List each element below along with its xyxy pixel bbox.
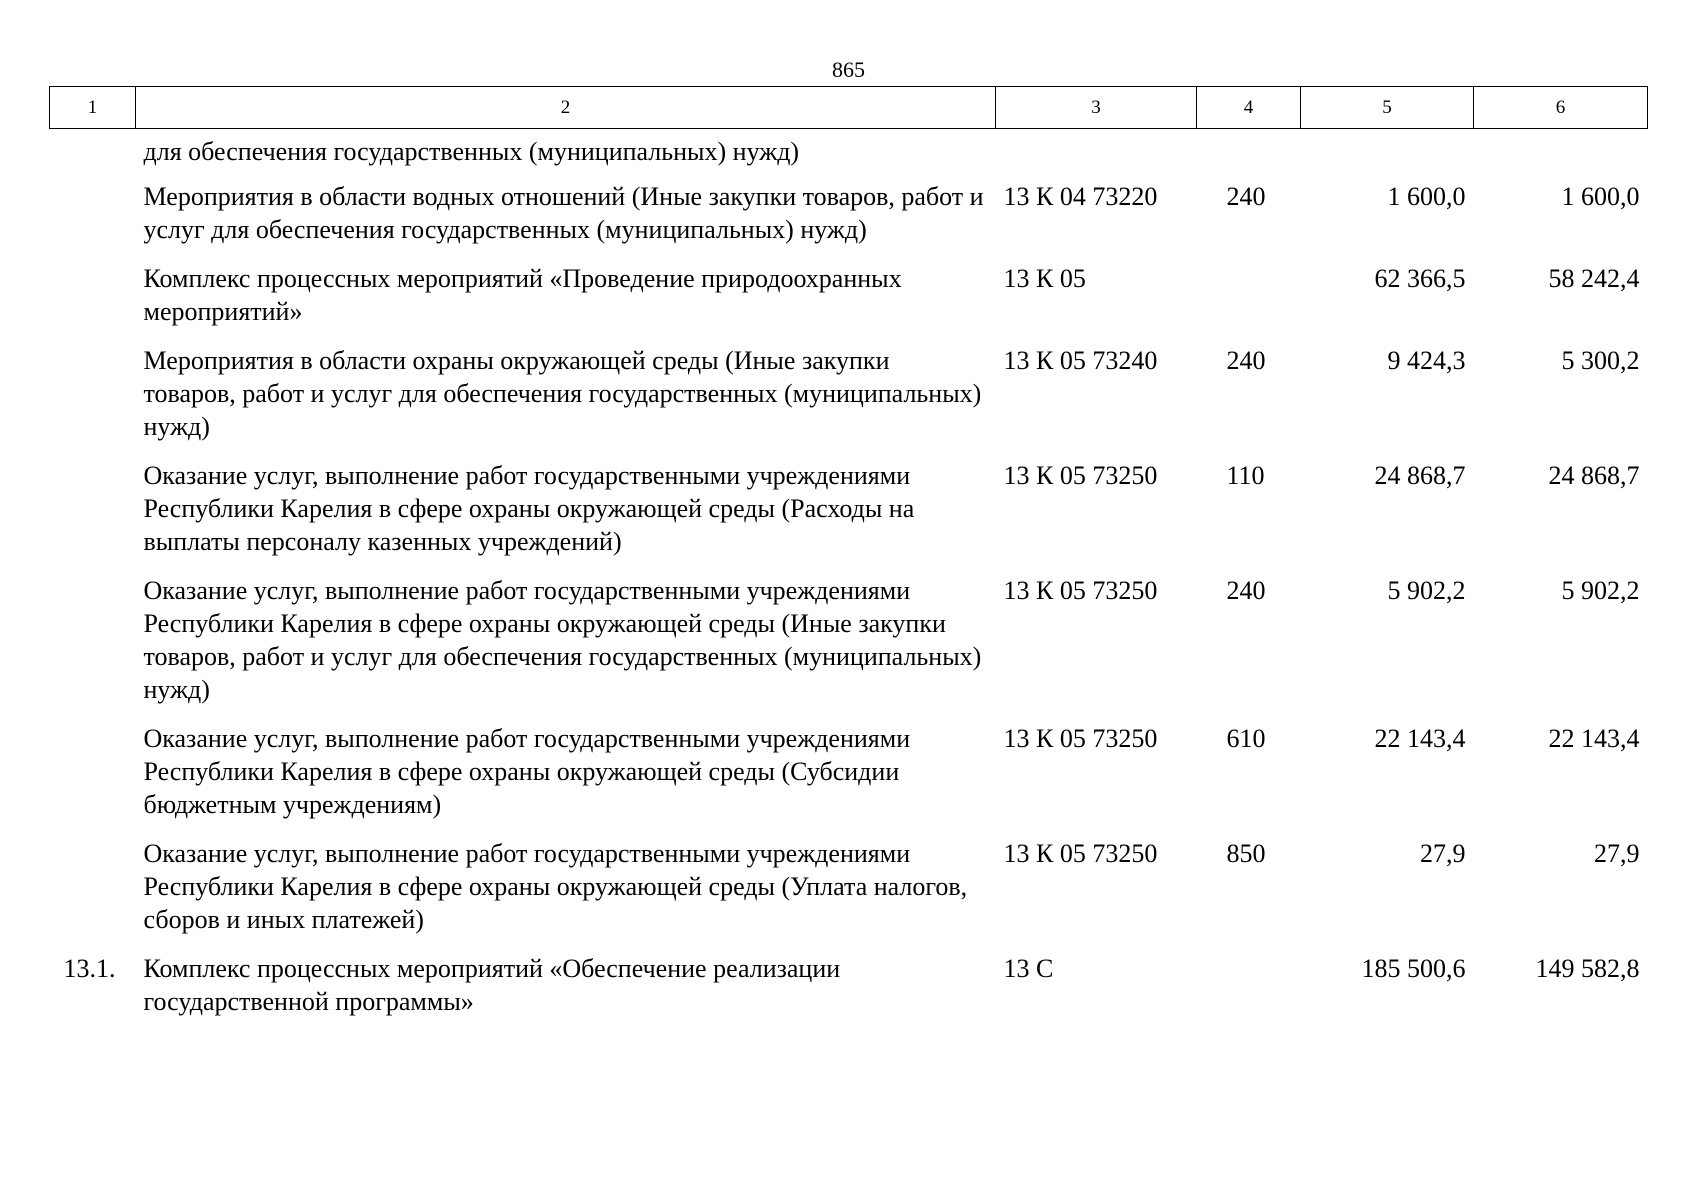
table-row — [50, 344, 1648, 459]
target-code-cell: 13 К 05 73250 — [1003, 461, 1158, 490]
expense-type-cell — [1197, 262, 1301, 344]
table-row — [50, 722, 1648, 837]
item-name-cell: Оказание услуг, выполнение работ государственными учреждениями Республики Карелия в сфере охраны окружающей среды (Иные закупки товаров, работ и услуг для обеспечения государственных (муниципальных) нужд) — [143, 576, 982, 704]
table-row — [50, 574, 1648, 722]
row-number-cell — [50, 129, 136, 181]
amount-year2-cell — [1474, 129, 1648, 181]
expense-type-cell: 610 — [1226, 724, 1266, 753]
row-number-cell — [50, 574, 136, 722]
amount-year2-cell: 22 143,4 — [1548, 724, 1640, 753]
target-code-cell — [996, 129, 1197, 181]
amount-year2-cell: 5 300,2 — [1561, 346, 1640, 375]
amount-year1-cell: 22 143,4 — [1374, 724, 1466, 753]
item-name-cell: Оказание услуг, выполнение работ государственными учреждениями Республики Карелия в сфере охраны окружающей среды (Расходы на выплаты персоналу казенных учреждений) — [143, 461, 915, 556]
item-name-cell: Оказание услуг, выполнение работ государственными учреждениями Республики Карелия в сфере охраны окружающей среды (Уплата налогов, сборов и иных платежей) — [143, 839, 968, 934]
item-name-cell: Оказание услуг, выполнение работ государственными учреждениями Республики Карелия в сфере охраны окружающей среды (Субсидии бюджетным учреждениям) — [143, 724, 911, 819]
item-name-cell: Мероприятия в области охраны окружающей среды (Иные закупки товаров, работ и услуг для обеспечения государственных (муниципальных) нужд) — [143, 346, 982, 441]
amount-year1-cell: 62 366,5 — [1374, 264, 1466, 293]
item-name-cell: для обеспечения государственных (муниципальных) нужд) — [143, 137, 800, 166]
table-row — [50, 129, 1648, 181]
expense-type-cell: 110 — [1226, 461, 1265, 490]
header-row — [50, 87, 1648, 129]
row-number-cell: 13.1. — [63, 954, 116, 983]
target-code-cell: 13 К 04 73220 — [1003, 182, 1158, 211]
expense-type-cell: 240 — [1226, 182, 1266, 211]
row-number-cell — [50, 459, 136, 574]
table-body — [50, 129, 1648, 1035]
amount-year1-cell: 24 868,7 — [1374, 461, 1466, 490]
row-number-cell — [50, 837, 136, 952]
table-row — [50, 952, 1648, 1034]
amount-year1-cell — [1301, 129, 1474, 181]
target-code-cell: 13 К 05 73250 — [1003, 724, 1158, 753]
expense-type-cell: 850 — [1226, 839, 1266, 868]
budget-table — [49, 86, 1648, 1034]
row-number-cell — [50, 722, 136, 837]
item-name-cell: Мероприятия в области водных отношений (Иные закупки товаров, работ и услуг для обеспечения государственных (муниципальных) нужд) — [143, 182, 984, 244]
column-header-3: 3 — [996, 87, 1197, 129]
expense-type-cell — [1197, 129, 1301, 181]
amount-year2-cell: 5 902,2 — [1561, 576, 1640, 605]
expense-type-cell: 240 — [1226, 576, 1266, 605]
amount-year2-cell: 149 582,8 — [1535, 954, 1640, 983]
column-header-1: 1 — [50, 87, 136, 129]
amount-year1-cell: 27,9 — [1420, 839, 1466, 868]
item-name-cell: Комплекс процессных мероприятий «Обеспечение реализации государственной программы» — [143, 954, 841, 1016]
amount-year1-cell: 185 500,6 — [1361, 954, 1466, 983]
table-row — [50, 262, 1648, 344]
target-code-cell: 13 К 05 73250 — [1003, 839, 1158, 868]
table-header — [50, 87, 1648, 129]
row-number-cell — [50, 180, 136, 262]
column-header-5: 5 — [1301, 87, 1474, 129]
column-header-2: 2 — [136, 87, 996, 129]
target-code-cell: 13 К 05 73250 — [1003, 576, 1158, 605]
item-name-cell: Комплекс процессных мероприятий «Проведение природоохранных мероприятий» — [143, 264, 902, 326]
expense-type-cell — [1197, 952, 1301, 1034]
table-row — [50, 837, 1648, 952]
table-row — [50, 180, 1648, 262]
row-number-cell — [50, 344, 136, 459]
amount-year1-cell: 5 902,2 — [1387, 576, 1466, 605]
target-code-cell: 13 К 05 — [1003, 264, 1086, 293]
amount-year1-cell: 9 424,3 — [1387, 346, 1466, 375]
amount-year2-cell: 24 868,7 — [1548, 461, 1640, 490]
row-number-cell — [50, 262, 136, 344]
column-header-6: 6 — [1474, 87, 1648, 129]
amount-year2-cell: 58 242,4 — [1548, 264, 1640, 293]
amount-year2-cell: 1 600,0 — [1561, 182, 1640, 211]
table-row — [50, 459, 1648, 574]
page-number: 865 — [832, 57, 865, 82]
column-header-4: 4 — [1197, 87, 1301, 129]
amount-year2-cell: 27,9 — [1594, 839, 1640, 868]
target-code-cell: 13 С — [1003, 954, 1054, 983]
target-code-cell: 13 К 05 73240 — [1003, 346, 1158, 375]
expense-type-cell: 240 — [1226, 346, 1266, 375]
amount-year1-cell: 1 600,0 — [1387, 182, 1466, 211]
